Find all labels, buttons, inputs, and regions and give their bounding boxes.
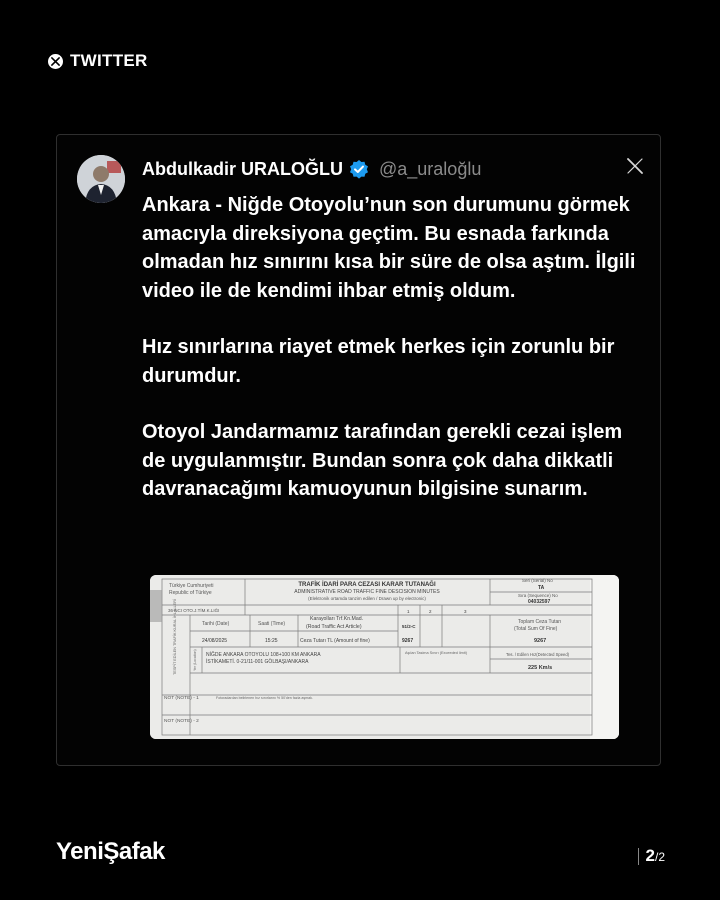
ticket-unit: 36 NCI OTO.J.TİM.K.LIĞI — [168, 608, 220, 613]
avatar[interactable] — [77, 155, 125, 203]
sequence-value: 04032597 — [528, 599, 551, 605]
total-value: 9267 — [534, 638, 547, 644]
tweet-text — [142, 191, 642, 532]
speed-limit-label: Aşılan Tasima Sınırı (Exceeded limit) — [405, 651, 467, 655]
location-line-1: NİĞDE ANKARA OTOYOLU 108+100 KM ANKARA — [206, 652, 321, 658]
total-label-en: (Total Sum Of Fine) — [514, 626, 558, 632]
ticket-issuer: Türkiye Cumhuriyeti — [169, 583, 214, 589]
law-label-en: (Road Traffic Act Article) — [306, 624, 362, 630]
date-value: 24/08/2025 — [202, 638, 228, 644]
verified-badge-icon — [349, 159, 369, 179]
tweet-card — [56, 134, 661, 766]
col-1: 1 — [407, 609, 410, 614]
ticket-subtitle-2: (Elektronik ortamda tanzim edilen / Drawn up by electronic) — [308, 596, 426, 601]
author-handle[interactable]: @a_uraloğlu — [379, 158, 482, 179]
ticket-title: TRAFİK İDARİ PARA CEZASI KARAR TUTANAĞI — [298, 582, 436, 588]
ticket-subtitle: ADMINISTRATIVE ROAD TRAFFIC FINE DESCISION MINUTES — [294, 589, 440, 595]
author-row — [142, 157, 481, 181]
sequence-label: Sıra (Sequence) No — [518, 593, 558, 598]
yeni-safak-logo: YeniŞafak — [56, 838, 165, 865]
x-logo-icon — [48, 54, 63, 69]
source-label — [48, 51, 148, 71]
col-2: 2 — [429, 609, 432, 614]
page-separator — [638, 848, 639, 865]
article-value: 51/2-C — [402, 624, 416, 629]
page-total: /2 — [654, 850, 665, 864]
col-3: 3 — [464, 609, 467, 614]
serial-value: TA — [538, 585, 545, 591]
note-2-label: NOT (NOTE) - 2 — [164, 719, 199, 724]
time-label: Saati (Time) — [258, 621, 286, 627]
speed-label: Tes. / Edilen Hız(Detected Speed) — [506, 652, 570, 657]
serial-label: Seri (Serial) No — [522, 578, 553, 583]
page-indicator — [638, 846, 665, 866]
tweet-paragraph: Otoyol Jandarmamız tarafından gerekli cezai işlem de uygulanmıştır. Bundan sonra çok daha dikkatli davranacağımı kamuoyunun bilgisine sunarım. — [142, 421, 623, 500]
note-1-text: Fotoradardan belirlenen hız sınırlarını % 50'den fazla aşmak. — [216, 696, 313, 700]
speed-value: 225 Km/s — [528, 665, 553, 671]
time-value: 15:25 — [265, 638, 278, 644]
author-name[interactable]: Abdulkadir URALOĞLU — [142, 158, 343, 179]
ticket-issuer-en: Republic of Türkiye — [169, 590, 212, 596]
note-1-label: NOT (NOTE) - 1 — [164, 696, 199, 701]
law-label: Karayolları Trf.Kn.Mad. — [310, 616, 364, 622]
fine-label: Ceza Tutarı TL (Amount of fine) — [300, 638, 370, 644]
fine-value: 9267 — [402, 638, 414, 644]
fine-ticket-image[interactable] — [150, 575, 619, 739]
total-label: Toplam Ceza Tutarı — [518, 619, 562, 625]
x-brand-icon — [626, 157, 644, 175]
location-line-2: İSTİKAMETİ. 0-21/11-001 GÖLBAŞI/ANKARA — [206, 659, 309, 665]
source-text: TWITTER — [70, 51, 148, 70]
date-label: Tarihi (Date) — [202, 621, 230, 627]
ticket-side-label: TESPİT EDİLEN TRAFİK KURAL İHLALLERİ — [173, 598, 177, 675]
page-current: 2 — [645, 846, 655, 865]
tweet-paragraph: Hız sınırlarına riayet etmek herkes için zorunlu bir durumdur. — [142, 336, 615, 387]
place-label: Yer (Location) — [193, 649, 197, 671]
tweet-paragraph: Ankara - Niğde Otoyolu’nun son durumunu görmek amacıyla direksiyona geçtim. Bu esnada farkında olmadan hız sınırını kısa bir süre de olsa aştım. İlgili video ile de kendimi ihbar etmiş oldum. — [142, 194, 636, 302]
